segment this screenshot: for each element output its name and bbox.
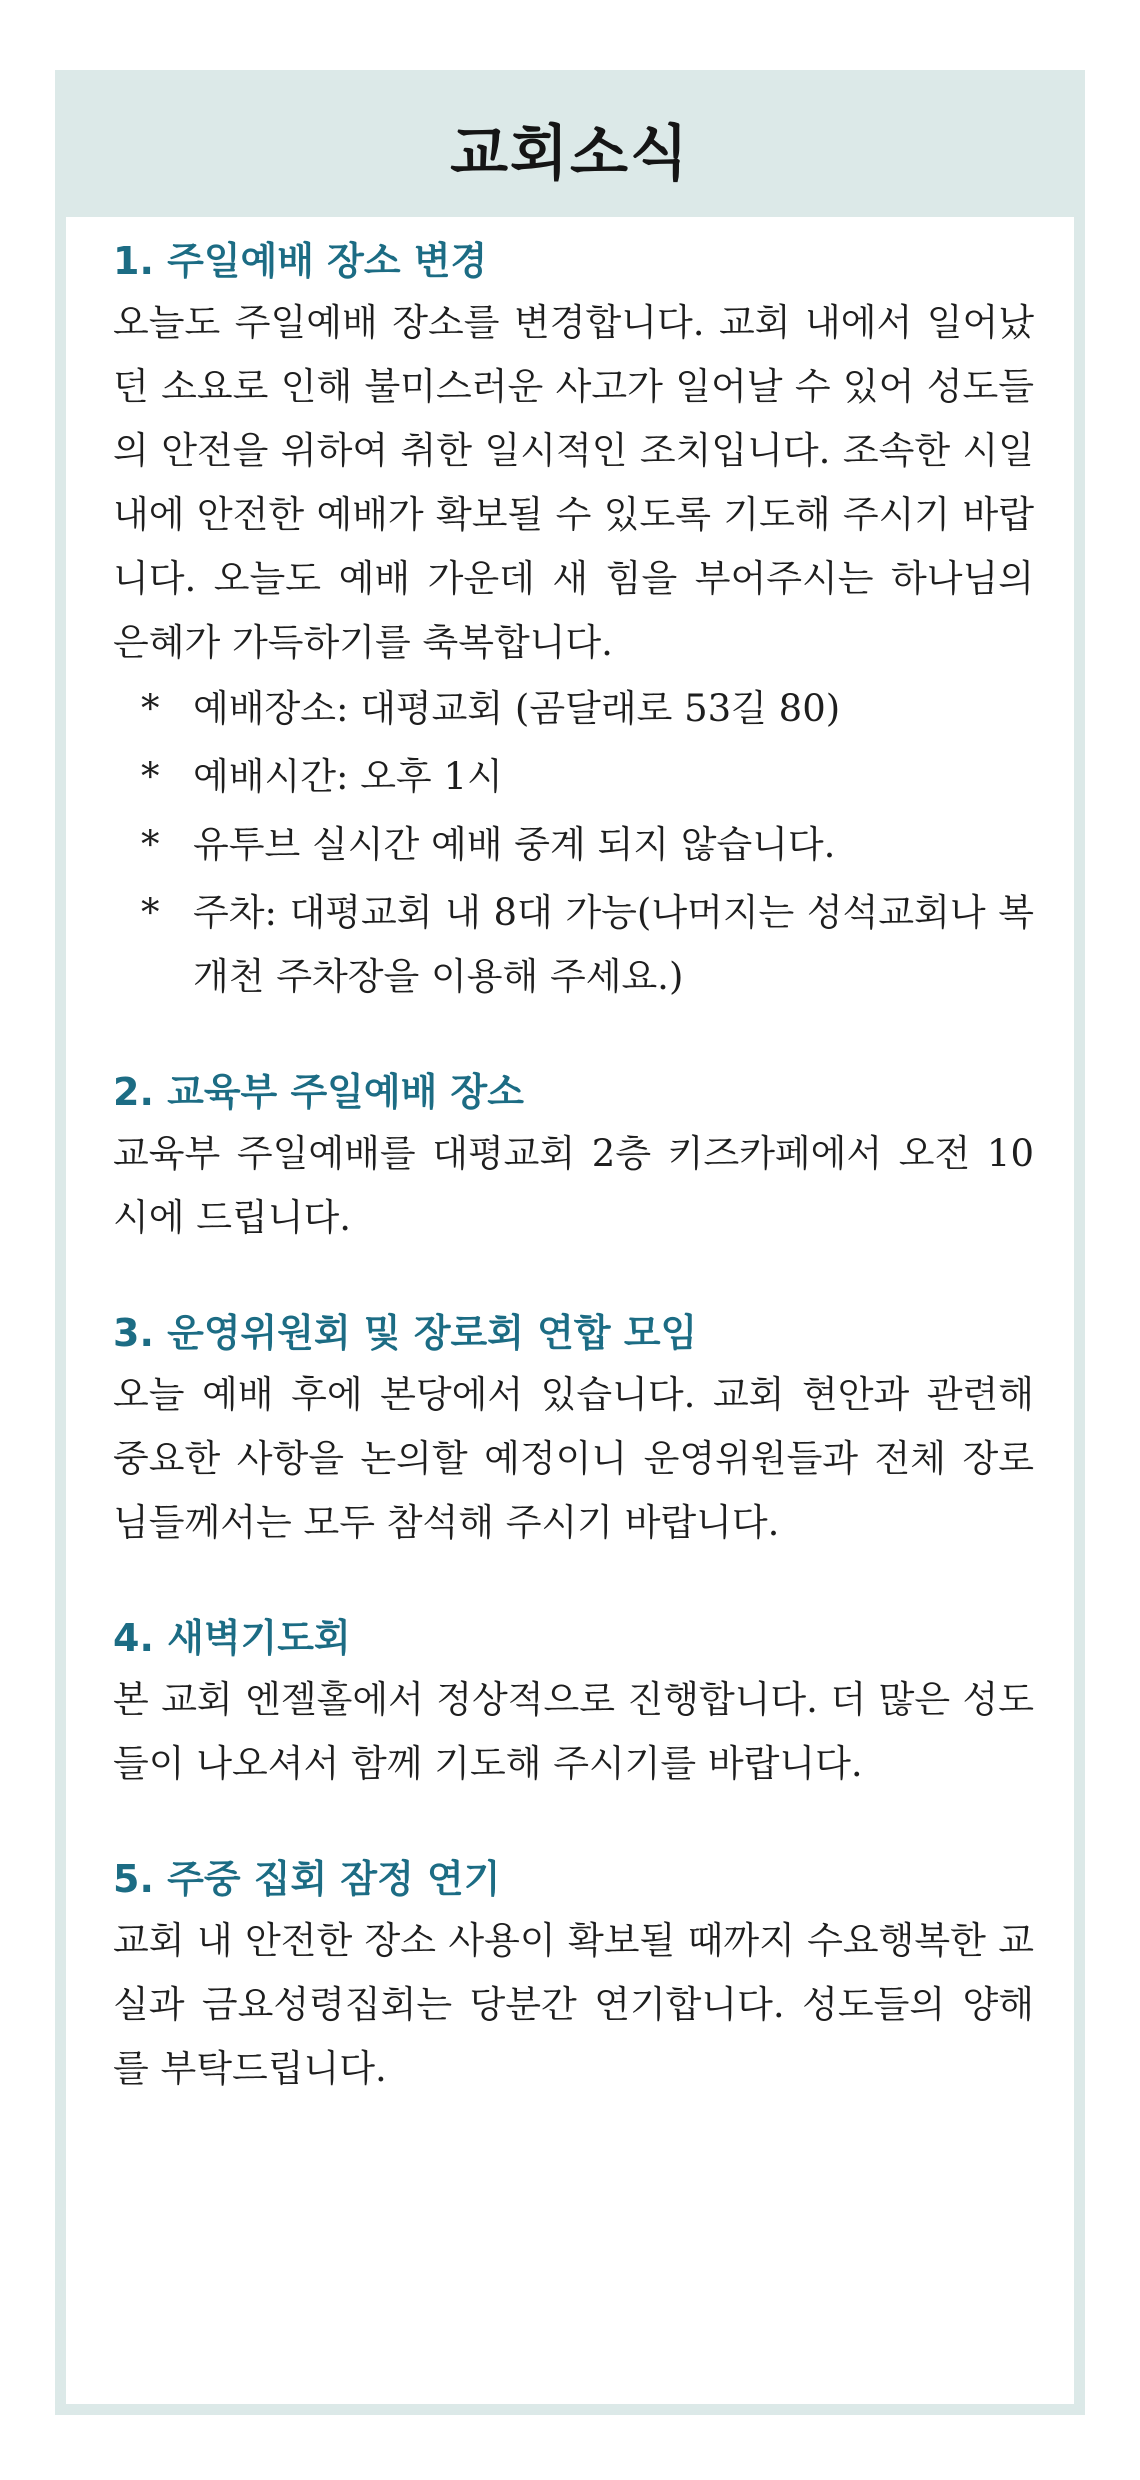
section-body: 오늘도 주일예배 장소를 변경합니다. 교회 내에서 일어났던 소요로 인해 불미스러운 사고가 일어날 수 있어 성도들의 안전을 위하여 취한 일시적인 조치입니다. 조속한 시일 내에 안전한 예배가 확보될 수 있도록 기도해 주시기 바랍니다. 오늘도 예배 가운데 새 힘을 부어주시는 하나님의 은혜가 가득하기를 축복합니다. <box>113 301 1034 664</box>
news-item-4 <box>113 1608 1034 1796</box>
detail-text: 예배시간: 오후 1시 <box>193 755 503 798</box>
detail-text: 유투브 실시간 예배 중계 되지 않습니다. <box>193 823 836 866</box>
section-title: 1. 주일예배 장소 변경 <box>113 239 488 283</box>
detail-list <box>113 677 1034 1009</box>
section-body: 오늘 예배 후에 본당에서 있습니다. 교회 현안과 관련해 중요한 사항을 논의할 예정이니 운영위원들과 전체 장로님들께서는 모두 참석해 주시기 바랍니다. <box>113 1373 1034 1544</box>
detail-item-time <box>113 745 1034 809</box>
section-body: 교육부 주일예배를 대평교회 2층 키즈카페에서 오전 10시에 드립니다. <box>113 1132 1034 1239</box>
bullet-asterisk: * <box>141 687 160 730</box>
page-title: 교회소식 <box>450 119 690 189</box>
panel-header <box>66 81 1074 217</box>
news-item-5 <box>113 1849 1034 2101</box>
section-title: 4. 새벽기도회 <box>113 1616 351 1660</box>
news-item-3 <box>113 1303 1034 1555</box>
detail-text: 주차: 대평교회 내 8대 가능(나머지는 성석교회나 복개천 주차장을 이용해 주세요.) <box>193 891 1034 998</box>
section-body: 본 교회 엔젤홀에서 정상적으로 진행합니다. 더 많은 성도들이 나오셔서 함께 기도해 주시기를 바랍니다. <box>113 1678 1034 1785</box>
news-item-1 <box>113 231 1034 1009</box>
news-item-2 <box>113 1062 1034 1250</box>
section-body: 교회 내 안전한 장소 사용이 확보될 때까지 수요행복한 교실과 금요성령집회는 당분간 연기합니다. 성도들의 양해를 부탁드립니다. <box>113 1919 1034 2090</box>
bullet-asterisk: * <box>141 823 160 866</box>
section-title: 2. 교육부 주일예배 장소 <box>113 1070 524 1114</box>
section-title: 5. 주중 집회 잠정 연기 <box>113 1857 501 1901</box>
news-content <box>113 231 1034 2154</box>
detail-item-stream <box>113 813 1034 877</box>
detail-item-parking <box>113 881 1034 1009</box>
news-panel <box>55 70 1085 2415</box>
detail-text: 예배장소: 대평교회 (곰달래로 53길 80) <box>193 687 841 730</box>
bullet-asterisk: * <box>141 891 160 934</box>
section-title: 3. 운영위원회 및 장로회 연합 모임 <box>113 1311 698 1355</box>
bullet-asterisk: * <box>141 755 160 798</box>
detail-item-location <box>113 677 1034 741</box>
